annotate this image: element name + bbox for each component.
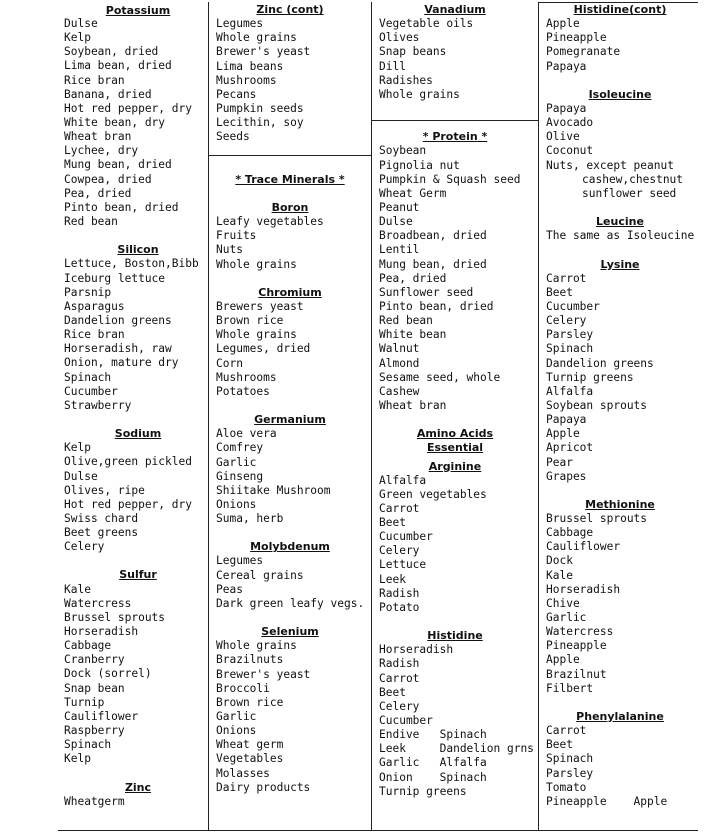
list-item: Fruits bbox=[216, 229, 257, 243]
list-item: Mushrooms bbox=[216, 370, 277, 384]
list-item: Onions bbox=[216, 497, 257, 511]
list-item: Beet greens bbox=[64, 526, 139, 540]
list-item: The same as Isoleucine bbox=[546, 229, 695, 243]
list-item: Pear bbox=[546, 455, 573, 469]
list-item: Legumes bbox=[216, 17, 264, 31]
list-item: Brown rice bbox=[216, 695, 284, 709]
list-item: Brazilnuts bbox=[216, 653, 284, 667]
list-item: Apple bbox=[546, 17, 580, 31]
list-item: Spinach bbox=[546, 752, 594, 766]
list-item: Snap beans bbox=[379, 45, 447, 59]
list-item: Papaya bbox=[546, 101, 587, 115]
list-item: Kelp bbox=[64, 31, 91, 45]
list-item: Pumpkin & Squash seed bbox=[379, 172, 521, 186]
list-item: Mung bean, dried bbox=[379, 257, 487, 271]
list-item: Olive,green pickled bbox=[64, 455, 192, 469]
list-item: Sunflower seed bbox=[379, 285, 474, 299]
section-heading-histidine: Histidine bbox=[427, 629, 483, 643]
list-item: Dulse bbox=[64, 469, 98, 483]
essential-subtitle: Essential bbox=[426, 441, 484, 455]
list-item: Pineapple Apple bbox=[546, 794, 668, 808]
column-2 bbox=[210, 0, 370, 836]
list-item: Filbert bbox=[546, 681, 594, 695]
list-item: Avocado bbox=[546, 116, 594, 130]
list-item: Garlic bbox=[216, 455, 257, 469]
list-item: Dairy products bbox=[216, 780, 311, 794]
list-item: Dulse bbox=[379, 215, 413, 229]
list-item: Legumes bbox=[216, 554, 264, 568]
list-item: Raspberry bbox=[64, 724, 125, 738]
list-item: Leafy vegetables bbox=[216, 215, 324, 229]
list-item: Parsley bbox=[546, 328, 594, 342]
list-item: Molasses bbox=[216, 766, 270, 780]
list-item: Wheat Germ bbox=[379, 186, 447, 200]
list-item: Kale bbox=[546, 568, 573, 582]
list-item: Celery bbox=[546, 314, 587, 328]
section-heading-lysine: Lysine bbox=[600, 257, 640, 271]
column-divider-2 bbox=[371, 2, 372, 831]
list-item: Kale bbox=[64, 582, 91, 596]
list-item: Kelp bbox=[64, 752, 91, 766]
list-item: Hot red pepper, dry bbox=[64, 101, 192, 115]
list-item: cashew,chestnut bbox=[582, 172, 684, 186]
section-heading-selenium: Selenium bbox=[261, 625, 319, 639]
list-item: Pinto bean, dried bbox=[64, 200, 179, 214]
list-item: Kelp bbox=[64, 441, 91, 455]
list-item: Brussel sprouts bbox=[546, 512, 648, 526]
list-item: Lentil bbox=[379, 243, 420, 257]
list-item: Carrot bbox=[546, 271, 587, 285]
list-item: Cauliflower bbox=[546, 540, 621, 554]
list-item: Celery bbox=[379, 544, 420, 558]
list-item: Seeds bbox=[216, 130, 250, 144]
list-item: Onion Spinach bbox=[379, 770, 487, 784]
list-item: Iceburg lettuce bbox=[64, 271, 166, 285]
section-heading-sodium: Sodium bbox=[114, 427, 162, 441]
list-item: Pignolia nut bbox=[379, 158, 460, 172]
list-item: Pineapple bbox=[546, 31, 607, 45]
list-item: Pomegranate bbox=[546, 45, 621, 59]
list-item: Rice bran bbox=[64, 328, 125, 342]
section-heading-phenylalanine: Phenylalanine bbox=[576, 710, 664, 724]
amino-acids-title: Amino Acids bbox=[416, 427, 494, 441]
section-heading-potassium: Potassium bbox=[105, 4, 171, 17]
list-item: Spinach bbox=[546, 342, 594, 356]
list-item: Potatoes bbox=[216, 384, 270, 398]
list-item: Cucumber bbox=[379, 530, 433, 544]
section-heading-sulfur: Sulfur bbox=[119, 568, 157, 582]
list-item: Tomato bbox=[546, 780, 587, 794]
list-item: Papaya bbox=[546, 413, 587, 427]
list-item: Snap bean bbox=[64, 681, 125, 695]
section-heading-boron: Boron bbox=[271, 200, 309, 214]
list-item: Whole grains bbox=[216, 257, 297, 271]
list-item: Soybean sprouts bbox=[546, 398, 648, 412]
column-1 bbox=[58, 0, 208, 836]
list-item: Celery bbox=[64, 540, 105, 554]
list-item: Endive Spinach bbox=[379, 728, 487, 742]
list-item: Wheat bran bbox=[64, 130, 132, 144]
list-item: Beet bbox=[546, 285, 573, 299]
list-item: Pea, dried bbox=[379, 271, 447, 285]
list-item: Dock (sorrel) bbox=[64, 667, 152, 681]
list-item: Whole grains bbox=[216, 31, 297, 45]
list-item: Onions bbox=[216, 724, 257, 738]
list-item: Whole grains bbox=[216, 639, 297, 653]
list-item: Alfalfa bbox=[379, 473, 427, 487]
list-item: Soybean, dried bbox=[64, 45, 159, 59]
list-item: Lima bean, dried bbox=[64, 59, 172, 73]
list-item: Pecans bbox=[216, 87, 257, 101]
list-item: Asparagus bbox=[64, 299, 125, 313]
list-item: Legumes, dried bbox=[216, 342, 311, 356]
list-item: Cranberry bbox=[64, 653, 125, 667]
list-item: Apple bbox=[546, 653, 580, 667]
list-item: Parsley bbox=[546, 766, 594, 780]
list-item: Apple bbox=[546, 427, 580, 441]
section-heading-zinc-cont: Zinc (cont) bbox=[256, 3, 324, 16]
list-item: Vegetables bbox=[216, 752, 284, 766]
list-item: Watercress bbox=[546, 625, 614, 639]
section-heading-vanadium: Vanadium bbox=[424, 3, 486, 16]
column-divider-3 bbox=[538, 2, 539, 831]
trace-minerals-title: * Trace Minerals * bbox=[235, 172, 345, 186]
section-heading-methionine: Methionine bbox=[585, 497, 655, 511]
list-item: Brown rice bbox=[216, 314, 284, 328]
list-item: Cucumber bbox=[546, 299, 600, 313]
column-4 bbox=[540, 0, 713, 836]
section-heading-protein: * Protein * bbox=[422, 130, 488, 144]
list-item: Olives, ripe bbox=[64, 483, 145, 497]
list-item: Brewer's yeast bbox=[216, 45, 311, 59]
section-heading-arginine: Arginine bbox=[428, 459, 482, 473]
list-item: Horseradish, raw bbox=[64, 342, 172, 356]
list-item: Lychee, dry bbox=[64, 144, 139, 158]
list-item: Horseradish bbox=[379, 643, 454, 657]
list-item: Wheatgerm bbox=[64, 794, 125, 808]
list-item: Swiss chard bbox=[64, 511, 139, 525]
section-heading-chromium: Chromium bbox=[258, 285, 322, 299]
list-item: Whole grains bbox=[216, 328, 297, 342]
list-item: White bean, dry bbox=[64, 115, 166, 129]
list-item: Mushrooms bbox=[216, 73, 277, 87]
list-item: Spinach bbox=[64, 370, 112, 384]
list-item: Cashew bbox=[379, 384, 420, 398]
list-item: Hot red pepper, dry bbox=[64, 497, 192, 511]
list-item: Lecithin, soy bbox=[216, 116, 304, 130]
list-item: Dock bbox=[546, 554, 573, 568]
list-item: Olive bbox=[546, 130, 580, 144]
list-item: Corn bbox=[216, 356, 243, 370]
list-item: Beet bbox=[546, 738, 573, 752]
list-item: Alfalfa bbox=[546, 384, 594, 398]
list-item: Peas bbox=[216, 582, 243, 596]
column-divider-1 bbox=[208, 2, 209, 831]
section-heading-germanium: Germanium bbox=[254, 413, 326, 427]
list-item: Rice bran bbox=[64, 73, 125, 87]
list-item: Lettuce, Boston,Bibb bbox=[64, 257, 199, 271]
list-item: Dark green leafy vegs. bbox=[216, 596, 365, 610]
list-item: Brussel sprouts bbox=[64, 610, 166, 624]
list-item: Pea, dried bbox=[64, 186, 132, 200]
column-3 bbox=[373, 0, 537, 836]
list-item: Almond bbox=[379, 356, 420, 370]
section-heading-isoleucine: Isoleucine bbox=[588, 87, 652, 101]
list-item: Red bean bbox=[64, 214, 118, 228]
list-item: Suma, herb bbox=[216, 512, 284, 526]
list-item: Cucumber bbox=[64, 384, 118, 398]
list-item: Lima beans bbox=[216, 59, 284, 73]
list-item: Garlic Alfalfa bbox=[379, 756, 487, 770]
list-item: Brazilnut bbox=[546, 667, 607, 681]
list-item: Dill bbox=[379, 59, 406, 73]
list-item: Banana, dried bbox=[64, 87, 152, 101]
list-item: Cabbage bbox=[64, 639, 112, 653]
list-item: Apricot bbox=[546, 441, 594, 455]
list-item: Turnip greens bbox=[546, 370, 634, 384]
list-item: Brewer's yeast bbox=[216, 667, 311, 681]
list-item: Carrot bbox=[546, 724, 587, 738]
list-item: Celery bbox=[379, 699, 420, 713]
list-item: Radish bbox=[379, 586, 420, 600]
list-item: Vegetable oils bbox=[379, 17, 474, 31]
list-item: Cowpea, dried bbox=[64, 172, 152, 186]
list-item: Broccoli bbox=[216, 681, 270, 695]
list-item: Turnip greens bbox=[379, 784, 467, 798]
list-item: Whole grains bbox=[379, 87, 460, 101]
list-item: Leek Dandelion grns bbox=[379, 742, 534, 756]
list-item: Cereal grains bbox=[216, 568, 304, 582]
list-item: Soybean bbox=[379, 144, 427, 158]
list-item: Red bean bbox=[379, 314, 433, 328]
list-item: Olives bbox=[379, 31, 420, 45]
list-item: Brewers yeast bbox=[216, 299, 304, 313]
list-item: Grapes bbox=[546, 469, 587, 483]
section-heading-molybdenum: Molybdenum bbox=[250, 540, 330, 554]
section-heading-silicon: Silicon bbox=[117, 243, 159, 257]
list-item: Aloe vera bbox=[216, 427, 277, 441]
list-item: sunflower seed bbox=[582, 186, 677, 200]
list-item: Peanut bbox=[379, 200, 420, 214]
list-item: Parsnip bbox=[64, 285, 112, 299]
list-item: White bean bbox=[379, 328, 447, 342]
list-item: Carrot bbox=[379, 671, 420, 685]
list-item: Potato bbox=[379, 600, 420, 614]
list-item: Radish bbox=[379, 657, 420, 671]
list-item: Mung bean, dried bbox=[64, 158, 172, 172]
list-item: Garlic bbox=[216, 710, 257, 724]
list-item: Ginseng bbox=[216, 469, 264, 483]
list-item: Strawberry bbox=[64, 398, 132, 412]
list-item: Beet bbox=[379, 685, 406, 699]
list-item: Dandelion greens bbox=[64, 313, 172, 327]
list-item: Carrot bbox=[379, 501, 420, 515]
list-item: Green vegetables bbox=[379, 487, 487, 501]
list-item: Shiitake Mushroom bbox=[216, 483, 331, 497]
list-item: Cabbage bbox=[546, 526, 594, 540]
list-item: Pumpkin seeds bbox=[216, 101, 304, 115]
list-item: Radishes bbox=[379, 73, 433, 87]
list-item: Dulse bbox=[64, 17, 98, 30]
list-item: Coconut bbox=[546, 144, 594, 158]
section-heading-leucine: Leucine bbox=[596, 215, 644, 229]
list-item: Wheat germ bbox=[216, 738, 284, 752]
list-item: Pineapple bbox=[546, 639, 607, 653]
list-item: Walnut bbox=[379, 342, 420, 356]
list-item: Horseradish bbox=[546, 582, 621, 596]
list-item: Broadbean, dried bbox=[379, 229, 487, 243]
list-item: Nuts bbox=[216, 243, 243, 257]
section-heading-histidine-cont: Histidine(cont) bbox=[573, 3, 667, 16]
list-item: Sesame seed, whole bbox=[379, 370, 501, 384]
list-item: Watercress bbox=[64, 596, 132, 610]
list-item: Leek bbox=[379, 572, 406, 586]
list-item: Chive bbox=[546, 596, 580, 610]
list-item: Onion, mature dry bbox=[64, 356, 179, 370]
list-item: Beet bbox=[379, 516, 406, 530]
list-item: Dandelion greens bbox=[546, 356, 654, 370]
list-item: Papaya bbox=[546, 59, 587, 73]
list-item: Cauliflower bbox=[64, 709, 139, 723]
section-heading-zinc: Zinc bbox=[124, 780, 152, 794]
list-item: Comfrey bbox=[216, 441, 264, 455]
list-item: Cucumber bbox=[379, 714, 433, 728]
list-item: Spinach bbox=[64, 738, 112, 752]
list-item: Garlic bbox=[546, 611, 587, 625]
list-item: Lettuce bbox=[379, 558, 427, 572]
list-item: Pinto bean, dried bbox=[379, 299, 494, 313]
list-item: Horseradish bbox=[64, 625, 139, 639]
list-item: Wheat bran bbox=[379, 398, 447, 412]
list-item: Turnip bbox=[64, 695, 105, 709]
list-item: Nuts, except peanut bbox=[546, 158, 674, 172]
